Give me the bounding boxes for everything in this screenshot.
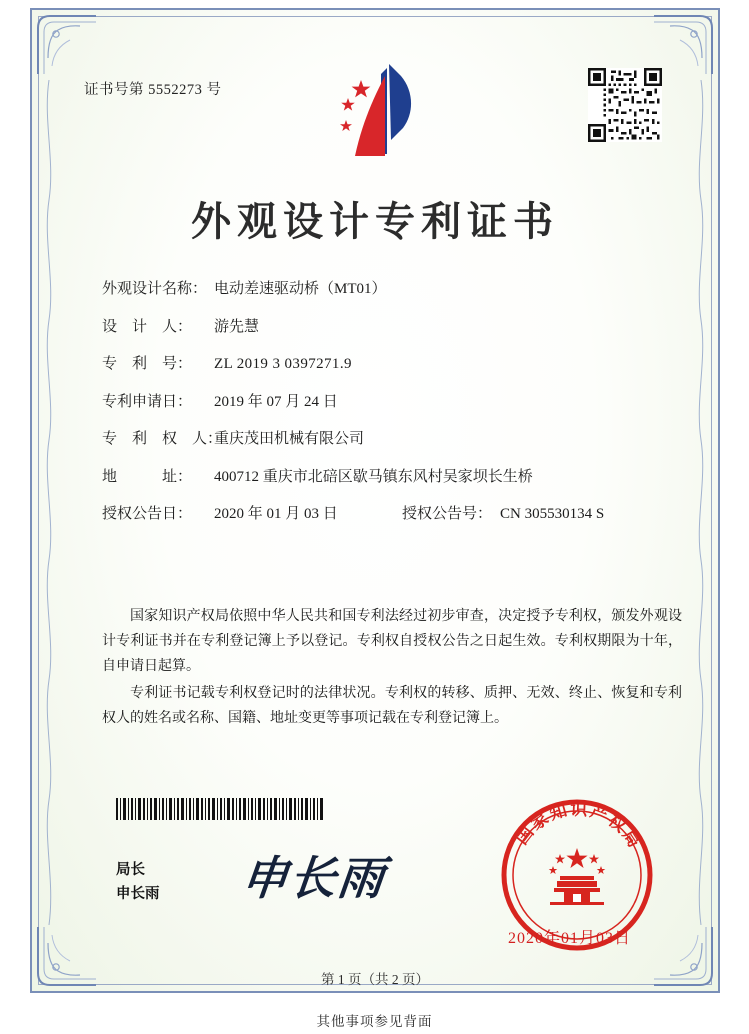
- signature-name: 申长雨: [116, 886, 160, 902]
- field-label: 专 利 号：: [102, 356, 193, 372]
- field-list: [102, 282, 662, 545]
- field-designer: [102, 320, 662, 335]
- field-value: 2020 年 01 月 03 日: [214, 506, 338, 522]
- field-patentee: [102, 432, 662, 447]
- field-label: 外观设计名称：: [102, 281, 208, 297]
- signature-block: [116, 858, 160, 906]
- field-application-date: [102, 395, 662, 410]
- field-grant-row: [102, 507, 662, 522]
- corner-ornament-icon: [36, 14, 98, 76]
- corner-ornament-icon: [652, 14, 714, 76]
- paragraph: 国家知识产权局依照中华人民共和国专利法经过初步审查，决定授予专利权，颁发外观设计专利证书并在专利登记簿上予以登记。专利权自授权公告之日起生效。专利权期限为十年，自申请日起算。: [102, 609, 682, 674]
- cnipa-logo-icon: [315, 58, 435, 166]
- svg-text:国家知识产权局: 国家知识产权局: [511, 799, 646, 853]
- field-label: 授权公告日：: [102, 506, 193, 522]
- qr-code-icon: [588, 68, 662, 142]
- field-value: 电动差速驱动桥（MT01）: [214, 281, 387, 297]
- paragraph: 专利证书记载专利权登记时的法律状况。专利权的转移、质押、无效、终止、恢复和专利权人的姓名或名称、国籍、地址变更等事项记载在专利登记簿上。: [102, 686, 682, 726]
- field-value: 重庆茂田机械有限公司: [214, 431, 365, 447]
- footer-note: 其他事项参见背面: [316, 1014, 433, 1029]
- field-design-name: [102, 282, 662, 297]
- handwritten-signature: 申长雨: [238, 853, 389, 904]
- field-value: 2019 年 07 月 24 日: [214, 393, 338, 410]
- certificate-frame: [30, 8, 720, 993]
- field-label: 设 计 人：: [102, 318, 193, 335]
- field-patent-number: [102, 357, 662, 372]
- seal-date: 2020年01月03日: [508, 930, 632, 947]
- certificate-number: 证书号第 5552273 号: [84, 82, 222, 98]
- field-label: 专利申请日：: [102, 393, 193, 410]
- legal-text: [102, 604, 682, 733]
- page-title: 外观设计专利证书: [191, 199, 559, 244]
- page-number: 第 1 页（共 2 页）: [321, 972, 429, 987]
- field-address: [102, 470, 662, 485]
- field-label: 授权公告号：: [402, 506, 493, 522]
- field-value: 游先慧: [214, 318, 260, 335]
- field-grant-number: [402, 507, 604, 522]
- barcode: [116, 798, 324, 820]
- field-value: ZL 2019 3 0397271.9: [214, 356, 352, 372]
- signature-title: 局长: [116, 862, 145, 878]
- field-grant-date: [102, 507, 402, 522]
- field-label: 专 利 权 人：: [102, 431, 223, 447]
- field-value: CN 305530134 S: [500, 506, 605, 522]
- field-label: 地 址：: [102, 468, 193, 485]
- field-value: 400712 重庆市北碚区歇马镇东风村吴家坝长生桥: [214, 468, 533, 485]
